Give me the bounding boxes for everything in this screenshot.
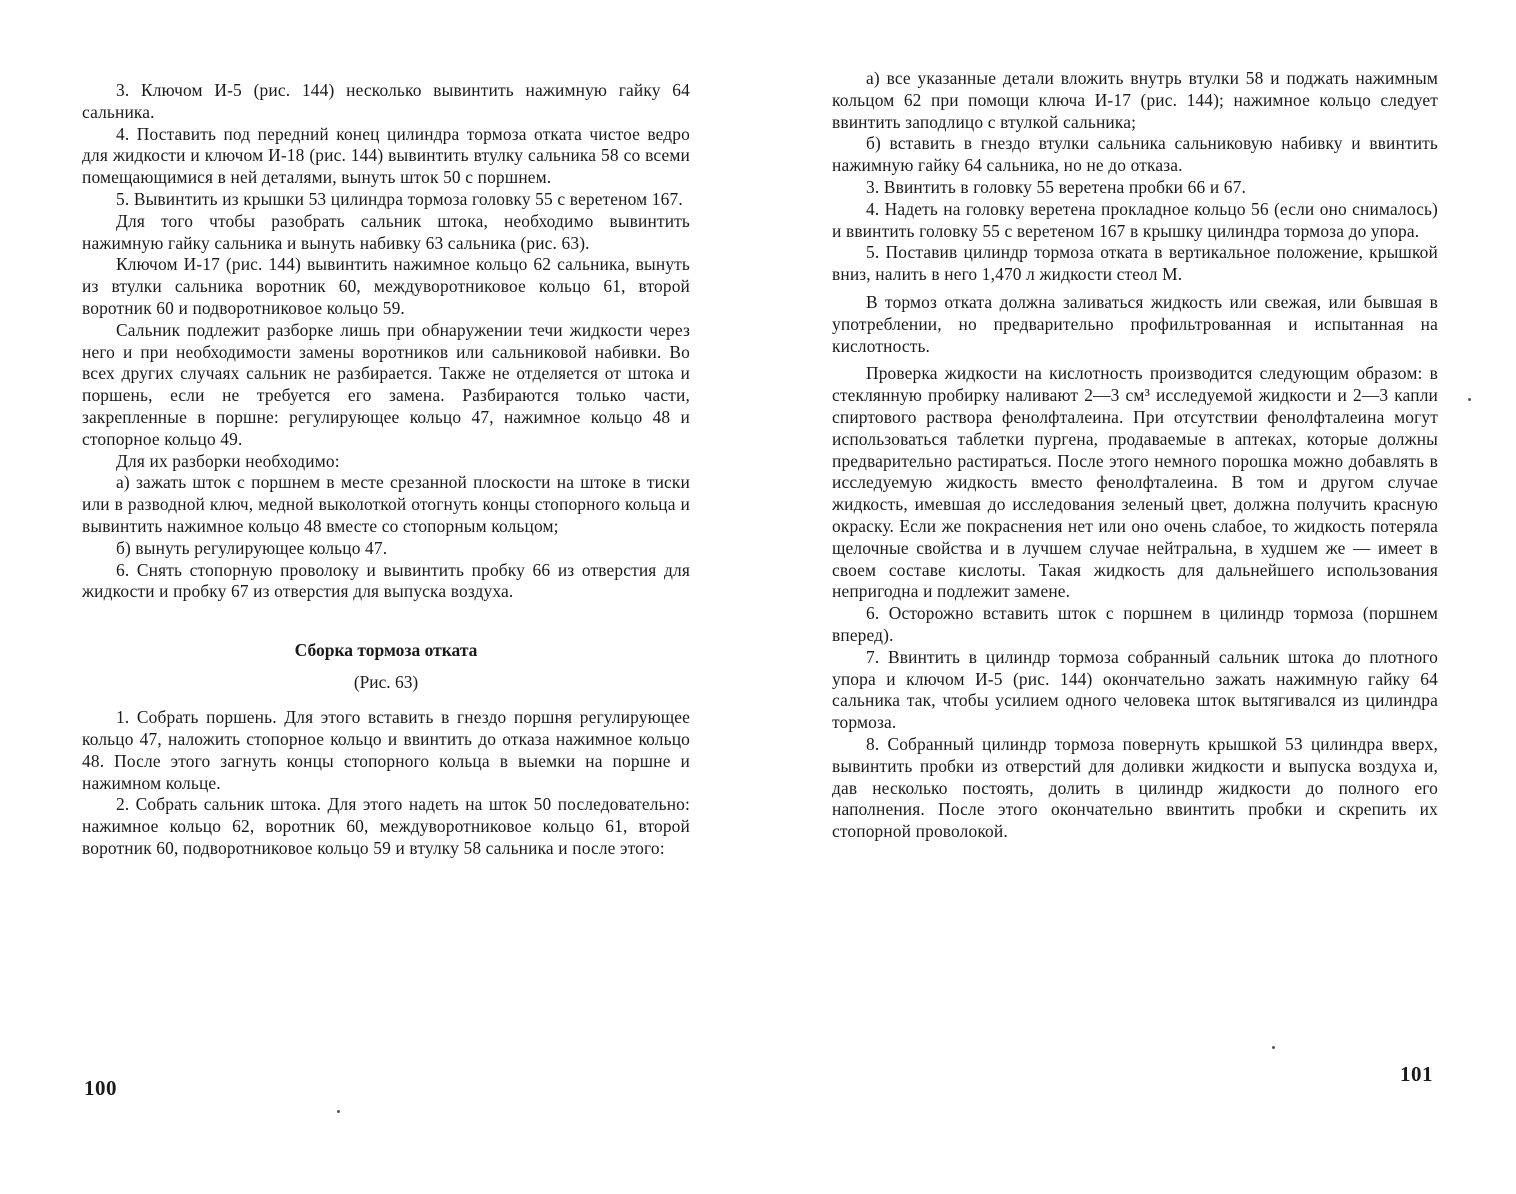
print-speck [1468, 398, 1471, 401]
print-speck [337, 1110, 340, 1113]
right-page [832, 68, 1438, 843]
left-paragraph-7: Для их разборки необходимо: [116, 450, 340, 471]
left-paragraph-5: Ключом И-17 (рис. 144) вывинтить нажимное кольцо 62 сальника, вынуть из втулки сальника воротник 60, междуворотниковое кольцо 61, второй воротник 60 и подворотниковое кольцо 59. [82, 254, 690, 318]
left-paragraph-2: 4. Поставить под передний конец цилиндра тормоза отката чистое ведро для жидкости и ключом И-18 (рис. 144) вывинтить втулку сальника 58 со всеми помещающимися в ней деталями, вынуть шток 50 с поршнем. [82, 123, 690, 188]
left-page [82, 80, 690, 860]
right-paragraph-3: 3. Ввинтить в головку 55 веретена пробки 66 и 67. [866, 176, 1246, 197]
section-heading: Сборка тормоза отката [294, 640, 478, 661]
right-paragraph-7: Проверка жидкости на кислотность производится следующим образом: в стеклянную пробирку наливают 2—3 см³ исследуемой жидкости и 2—3 капли спиртового раствора фенолфталеина. При отсутствии фенолфталеина могут использоваться таблетки пургена, продаваемые в аптеках, которые должны предварительно растираться. После этого немного порошка можно добавлять в исследуемую жидкость вместо фенолфталеина. В том и другом случае жидкость, имевшая до исследования зеленый цвет, должна получить красную окраску. Если же покраснения нет или оно очень слабое, то жидкость потеряла щелочные свойства и в лучшем случае нейтральна, в худшем же — имеет в своем составе кислоты. Такая жидкость для дальнейшего использования непригодна и подлежит замене. [832, 363, 1438, 602]
left-paragraph-1: 3. Ключом И-5 (рис. 144) несколько вывинтить нажимную гайку 64 сальника. [82, 80, 690, 122]
left-paragraph-4: Для того чтобы разобрать сальник штока, необходимо вывинтить нажимную гайку сальника и вынуть набивку 63 сальника (рис. 63). [82, 210, 690, 253]
left-paragraph-11: 1. Собрать поршень. Для этого вставить в гнездо поршня регулирующее кольцо 47, наложить стопорное кольцо и ввинтить до отказа нажимное кольцо 48. После этого загнуть концы стопорного кольца в выемки на поршне и нажимном кольце. [82, 707, 690, 793]
right-paragraph-9: 7. Ввинтить в цилиндр тормоза собранный сальник штока до плотного упора и ключом И-5 (рис. 144) окончательно зажать нажимную гайку 64 сальника так, чтобы усилием одного человека шток вытягивался из цилиндра тормоза. [832, 646, 1438, 733]
section-subheading: (Рис. 63) [353, 672, 419, 693]
right-paragraph-2: б) вставить в гнездо втулки сальника сальниковую набивку и ввинтить нажимную гайку 64 сальника, но не до отказа. [832, 133, 1438, 176]
right-paragraph-5: 5. Поставив цилиндр тормоза отката в вертикальное положение, крышкой вниз, налить в него 1,470 л жидкости стеол М. [832, 242, 1438, 285]
left-paragraph-9: б) вынуть регулирующее кольцо 47. [116, 537, 388, 558]
print-speck [1272, 1046, 1275, 1049]
page-number-right: 101 [1400, 1062, 1433, 1086]
left-paragraph-3: 5. Вывинтить из крышки 53 цилиндра тормоза головку 55 с веретеном 167. [116, 188, 683, 209]
left-paragraph-8: а) зажать шток с поршнем в месте срезанной плоскости на штоке в тиски или в разводной ключ, медной выколоткой отогнуть концы стопорного кольца и вывинтить нажимное кольцо 48 вместе со стопорным кольцом; [82, 472, 690, 536]
right-paragraph-4: 4. Надеть на головку веретена прокладное кольцо 56 (если оно снималось) и ввинтить головку 55 с веретеном 167 в крышку цилиндра тормоза до упора. [832, 198, 1438, 241]
left-paragraph-6: Сальник подлежит разборке лишь при обнаружении течи жидкости через него и при необходимости замены воротников или сальниковой набивки. Во всех других случаях сальник не разбирается. Также не отделяется от штока и поршень, если не требуется его замена. Разбираются только части, закрепленные в поршне: регулирующее кольцо 47, нажимное кольцо 48 и стопорное кольцо 49. [82, 319, 690, 449]
left-paragraph-12: 2. Собрать сальник штока. Для этого надеть на шток 50 последовательно: нажимное кольцо 62, воротник 60, междуворотниковое кольцо 61, второй воротник 60, подворотниковое кольцо 59 и втулку 58 сальника и после этого: [82, 794, 690, 858]
right-paragraph-6: В тормоз отката должна заливаться жидкость или свежая, или бывшая в употреблении, но предварительно профильтрованная и испытанная на кислотность. [832, 291, 1438, 356]
page-number-left: 100 [84, 1076, 117, 1100]
left-paragraph-10: 6. Снять стопорную проволоку и вывинтить пробку 66 из отверстия для жидкости и пробку 67 из отверстия для выпуска воздуха. [82, 559, 690, 602]
right-paragraph-10: 8. Собранный цилиндр тормоза повернуть крышкой 53 цилиндра вверх, вывинтить пробки из отверстий для доливки жидкости и выпуска воздуха и, дав несколько постоять, долить в цилиндр жидкости до полного его наполнения. После этого окончательно ввинтить пробки и скрепить их стопорной проволокой. [832, 733, 1438, 842]
right-paragraph-8: 6. Осторожно вставить шток с поршнем в цилиндр тормоза (поршнем вперед). [832, 603, 1438, 645]
right-paragraph-1: а) все указанные детали вложить внутрь втулки 58 и поджать нажимным кольцом 62 при помощи ключа И-17 (рис. 144); нажимное кольцо следует ввинтить заподлицо с втулкой сальника; [832, 68, 1438, 132]
